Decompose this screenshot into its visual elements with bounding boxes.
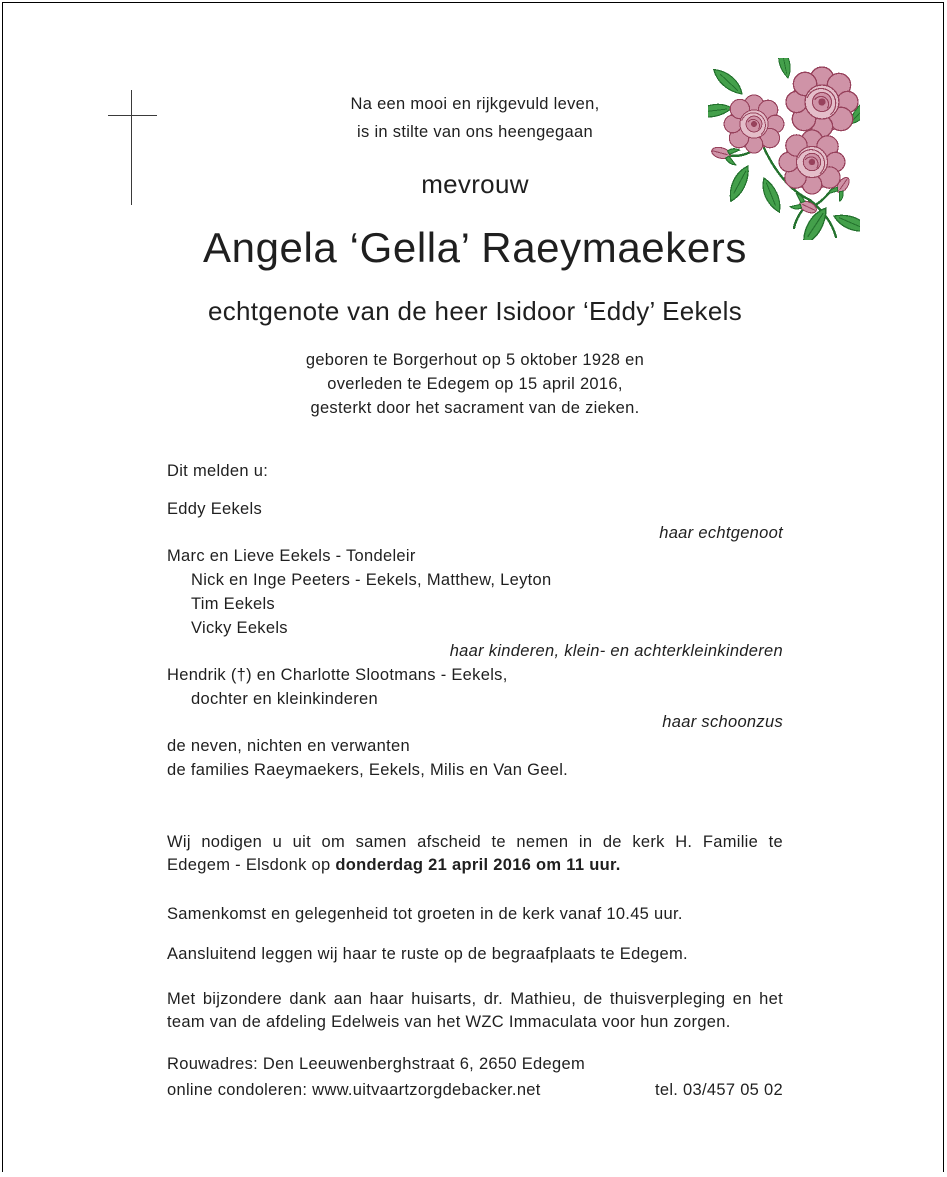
family-line-husband: Eddy Eekels — [167, 500, 263, 518]
condolence-row — [167, 1079, 783, 1101]
funeral-date-time: donderdag 21 april 2016 om 11 uur. — [335, 855, 621, 874]
birth-line: geboren te Borgerhout op 5 oktober 1928 en — [305, 351, 645, 369]
acknowledgement-line-2: team van de afdeling Edelweis van het WZC Immaculata voor hun zorgen. — [167, 1012, 731, 1031]
acknowledgement-line-1: Met bijzondere dank aan haar huisarts, dr. Mathieu, de thuisverpleging en het — [167, 990, 783, 1008]
phone-number: tel. 03/457 05 02 — [654, 1081, 783, 1099]
family-line-relatives: de neven, nichten en verwanten — [167, 737, 410, 756]
intro-line-1: Na een mooi en rijkgevuld leven, — [350, 95, 600, 113]
family-line-grandchild: Nick en Inge Peeters - Eekels, Matthew, Leyton — [191, 571, 552, 590]
family-line-inlaw-children: dochter en kleinkinderen — [191, 689, 378, 708]
funeral-invitation — [167, 831, 783, 876]
family-line-families: de families Raeymaekers, Eekels, Milis en Van Geel. — [167, 760, 569, 779]
burial-info: Aansluitend leggen wij haar te ruste op de begraafplaats te Edegem. — [167, 945, 688, 963]
family-line-grandchild: Vicky Eekels — [191, 618, 288, 637]
spouse-line: echtgenote van de heer Isidoor ‘Eddy’ Eekels — [207, 296, 742, 326]
online-condolence-url: online condoleren: www.uitvaartzorgdebacker.net — [167, 1081, 541, 1099]
relation-label-children: haar kinderen, klein- en achterkleinkinderen — [449, 642, 783, 661]
memorial-cross-icon — [131, 90, 132, 205]
life-dates — [167, 348, 783, 420]
intro-line-2: is in stilte van ons heengegaan — [357, 123, 593, 141]
gathering-info: Samenkomst en gelegenheid tot groeten in de kerk vanaf 10.45 uur. — [167, 905, 683, 923]
intro-lines — [167, 90, 783, 146]
family-list — [167, 498, 783, 782]
deceased-name: Angela ‘Gella’ Raeymaekers — [203, 224, 747, 271]
memorial-cross-icon — [108, 115, 157, 116]
acknowledgement — [167, 988, 783, 1033]
family-line-inlaw: Hendrik (†) en Charlotte Slootmans - Eekels, — [167, 665, 508, 684]
invitation-line-2 — [167, 854, 783, 877]
relation-label-husband: haar echtgenoot — [659, 523, 783, 542]
mourning-address: Rouwadres: Den Leeuwenberghstraat 6, 2650 Edegem — [167, 1055, 585, 1073]
roses-illustration-icon — [708, 58, 860, 240]
family-line-child: Marc en Lieve Eekels - Tondeleir — [167, 547, 416, 566]
invitation-line-1: Wij nodigen u uit om samen afscheid te nemen in de kerk H. Familie te — [167, 833, 783, 851]
honorific: mevrouw — [421, 169, 529, 199]
relation-label-sister-in-law: haar schoonzus — [662, 713, 783, 732]
invitation-line-2-text: Edegem - Elsdonk op — [167, 855, 336, 874]
death-line: overleden te Edegem op 15 april 2016, — [327, 375, 623, 393]
family-line-grandchild: Tim Eekels — [191, 594, 275, 613]
announcement-label: Dit melden u: — [167, 462, 269, 480]
sacrament-line: gesterkt door het sacrament van de zieken. — [310, 399, 640, 417]
